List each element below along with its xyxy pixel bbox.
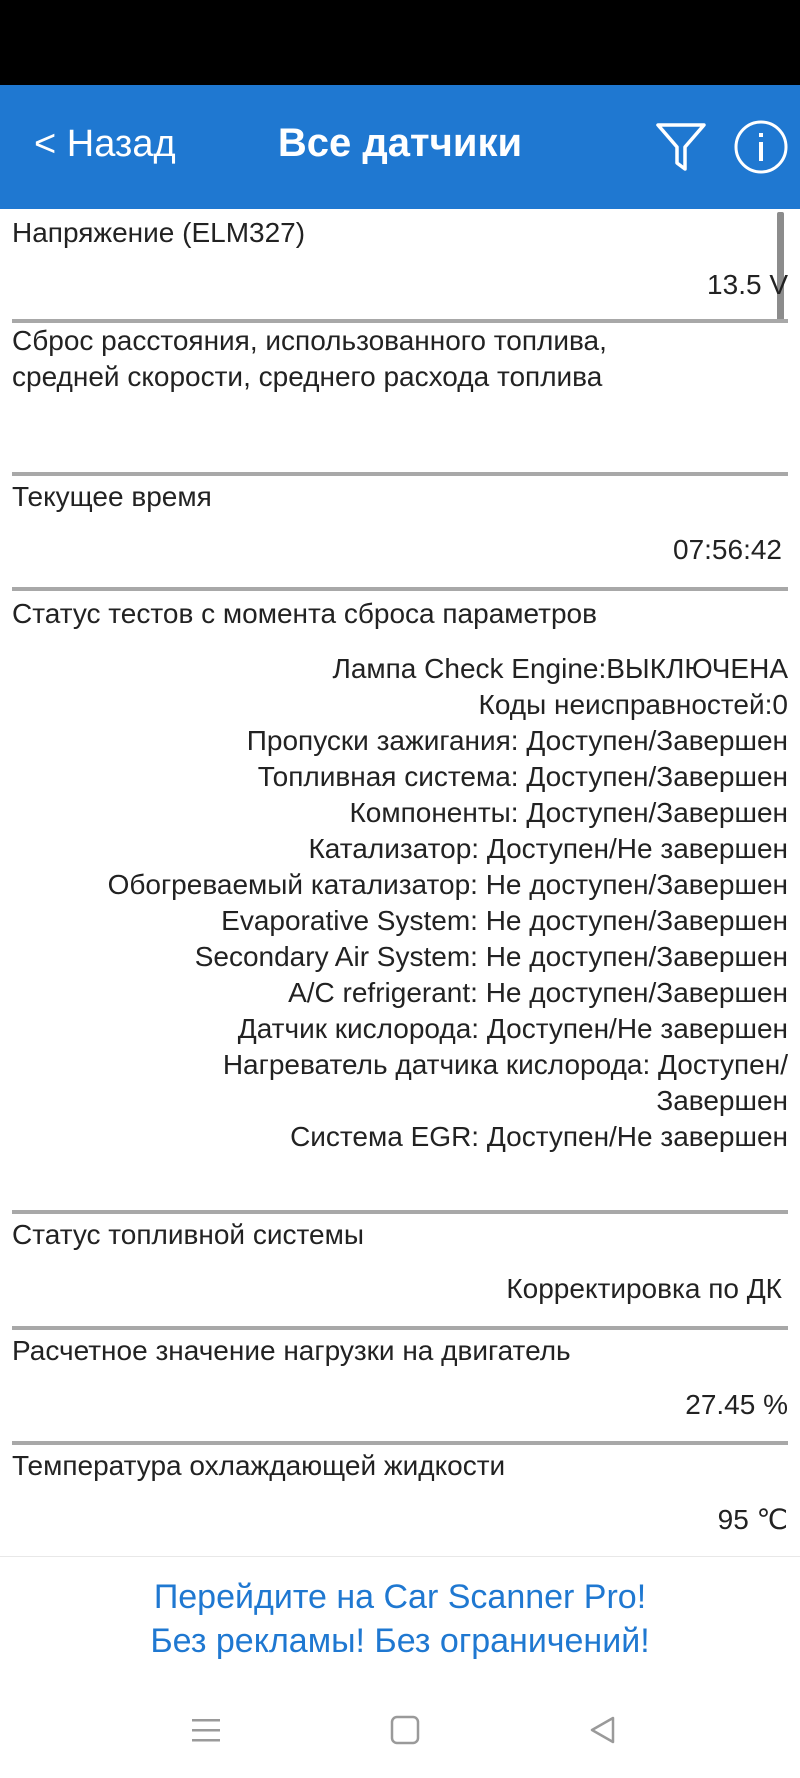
status-line: Лампа Check Engine:ВЫКЛЮЧЕНА <box>332 653 788 684</box>
sensor-row-voltage[interactable] <box>12 209 788 319</box>
sensor-name: Статус топливной системы <box>12 1219 364 1250</box>
promo-line-2: Без рекламы! Без ограничений! <box>150 1622 650 1660</box>
sensor-row-coolant-temp[interactable] <box>12 1445 788 1555</box>
status-line: A/C refrigerant: Не доступен/Завершен <box>288 977 788 1008</box>
page-title: Все датчики <box>277 121 523 165</box>
promo-line-1: Перейдите на Car Scanner Pro! <box>153 1578 647 1616</box>
sensor-name: Текущее время <box>12 481 212 512</box>
promo-banner[interactable] <box>0 1556 800 1674</box>
status-line: Завершен <box>656 1085 788 1116</box>
status-lines <box>108 651 788 1155</box>
status-line: Коды неисправностей:0 <box>478 689 788 720</box>
system-nav-bar <box>0 1674 800 1778</box>
sensor-value: 27.45 % <box>685 1389 788 1420</box>
info-icon[interactable] <box>733 119 789 175</box>
sensor-row-time[interactable] <box>12 476 788 596</box>
status-line: Топливная система: Доступен/Завершен <box>257 761 788 792</box>
sensor-name-line2: средней скорости, среднего расхода топлива <box>12 361 603 392</box>
back-button[interactable]: < Назад <box>34 123 176 165</box>
sensor-list[interactable] <box>0 209 800 1556</box>
status-line: Нагреватель датчика кислорода: Доступен/ <box>222 1049 788 1080</box>
sensor-name: Расчетное значение нагрузки на двигатель <box>12 1335 571 1366</box>
sensor-name-line1: Сброс расстояния, использованного топлива, <box>12 325 607 356</box>
back-triangle-icon[interactable] <box>583 1710 623 1750</box>
menu-icon[interactable] <box>186 1710 226 1750</box>
sensor-name: Температура охлаждающей жидкости <box>12 1450 506 1481</box>
filter-icon[interactable] <box>654 119 708 175</box>
sensor-row-fuel-status[interactable] <box>12 1214 788 1324</box>
status-line: Evaporative System: Не доступен/Завершен <box>221 905 788 936</box>
nav-bar <box>0 85 800 209</box>
status-line: Датчик кислорода: Доступен/Не завершен <box>237 1013 788 1044</box>
sensor-name: Напряжение (ELM327) <box>12 217 306 248</box>
sensor-row-test-status[interactable] <box>12 591 788 1161</box>
status-line: Компоненты: Доступен/Завершен <box>349 797 788 828</box>
sensor-value: 07:56:42 <box>673 534 782 565</box>
status-line: Катализатор: Доступен/Не завершен <box>308 833 788 864</box>
sensor-value: Корректировка по ДК <box>506 1273 782 1304</box>
status-bar <box>0 0 800 85</box>
status-line: Обогреваемый катализатор: Не доступен/Завершен <box>107 869 788 900</box>
sensor-value: 95 ℃ <box>717 1504 788 1535</box>
home-icon[interactable] <box>385 1710 425 1750</box>
status-line: Система EGR: Доступен/Не завершен <box>290 1121 788 1152</box>
sensor-name: Статус тестов с момента сброса параметров <box>12 598 598 629</box>
sensor-row-reset[interactable] <box>12 323 788 483</box>
sensor-value: 13.5 V <box>707 269 788 300</box>
sensor-row-engine-load[interactable] <box>12 1330 788 1440</box>
status-line: Secondary Air System: Не доступен/Завершен <box>194 941 788 972</box>
status-line: Пропуски зажигания: Доступен/Завершен <box>246 725 788 756</box>
